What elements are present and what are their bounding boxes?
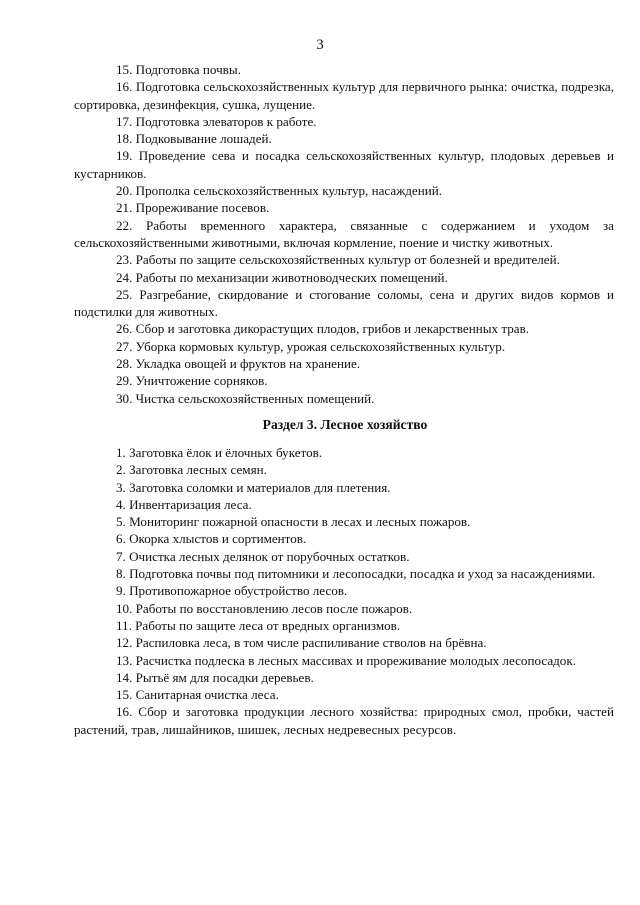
page-number: 3	[316, 37, 324, 53]
list-item: 30. Чистка сельскохозяйственных помещений.	[116, 390, 375, 406]
list-item: 16. Подготовка сельскохозяйственных культур для первичного рынка: очистка, подрезка, сортировка, дезинфекция, сушка, лущение.	[74, 79, 614, 112]
list-item: 23. Работы по защите сельскохозяйственных культур от болезней и вредителей.	[116, 252, 560, 268]
list-item: 21. Прореживание посевов.	[116, 200, 270, 216]
list-item: 19. Проведение сева и посадка сельскохозяйственных культур, плодовых деревьев и кустарников.	[74, 148, 614, 181]
list-item: 7. Очистка лесных делянок от порубочных остатков.	[116, 548, 410, 564]
list-item: 10. Работы по восстановлению лесов после пожаров.	[116, 600, 413, 616]
list-item: 1. Заготовка ёлок и ёлочных букетов.	[116, 444, 323, 460]
list-item: 20. Прополка сельскохозяйственных культур, насаждений.	[116, 183, 443, 199]
list-item: 26. Сбор и заготовка дикорастущих плодов, грибов и лекарственных трав.	[116, 321, 530, 337]
list-item: 13. Расчистка подлеска в лесных массивах и прореживание молодых лесопосадок.	[116, 652, 576, 668]
list-item: 9. Противопожарное обустройство лесов.	[116, 583, 348, 599]
section3-list	[74, 444, 614, 738]
list-item: 2. Заготовка лесных семян.	[116, 462, 267, 478]
list-item: 4. Инвентаризация леса.	[116, 496, 252, 512]
list-item: 6. Окорка хлыстов и сортиментов.	[116, 531, 307, 547]
list-item: 5. Мониторинг пожарной опасности в лесах и лесных пожаров.	[116, 514, 471, 530]
document-body	[74, 61, 614, 738]
list-item: 29. Уничтожение сорняков.	[116, 373, 268, 389]
list-item: 17. Подготовка элеваторов к работе.	[116, 113, 317, 129]
list-item: 27. Уборка кормовых культур, урожая сельскохозяйственных культур.	[116, 338, 506, 354]
list-item: 22. Работы временного характера, связанные с содержанием и уходом за сельскохозяйственными животными, включая кормление, поение и чистку животных.	[74, 217, 614, 250]
list-item: 16. Сбор и заготовка продукции лесного хозяйства: природных смол, пробки, частей растений, трав, лишайников, шишек, лесных недревесных ресурсов.	[74, 704, 614, 737]
list-item: 14. Рытьё ям для посадки деревьев.	[116, 669, 314, 685]
list-item: 15. Подготовка почвы.	[116, 62, 241, 77]
list-item: 24. Работы по механизации животноводческих помещений.	[116, 269, 448, 285]
section2-list	[74, 61, 614, 407]
list-item: 11. Работы по защите леса от вредных организмов.	[116, 617, 401, 633]
list-item: 28. Укладка овощей и фруктов на хранение.	[116, 356, 361, 372]
list-item: 3. Заготовка соломки и материалов для плетения.	[116, 479, 391, 495]
list-item: 25. Разгребание, скирдование и стогование соломы, сена и других видов кормов и подстилки для животных.	[74, 286, 614, 320]
list-item: 12. Распиловка леса, в том числе распиливание стволов на брёвна.	[116, 635, 487, 651]
list-item: 8. Подготовка почвы под питомники и лесопосадки, посадка и уход за насаждениями.	[116, 566, 596, 582]
list-item: 18. Подковывание лошадей.	[116, 131, 272, 147]
list-item: 15. Санитарная очистка леса.	[116, 687, 279, 703]
section-heading: Раздел 3. Лесное хозяйство	[262, 416, 428, 432]
